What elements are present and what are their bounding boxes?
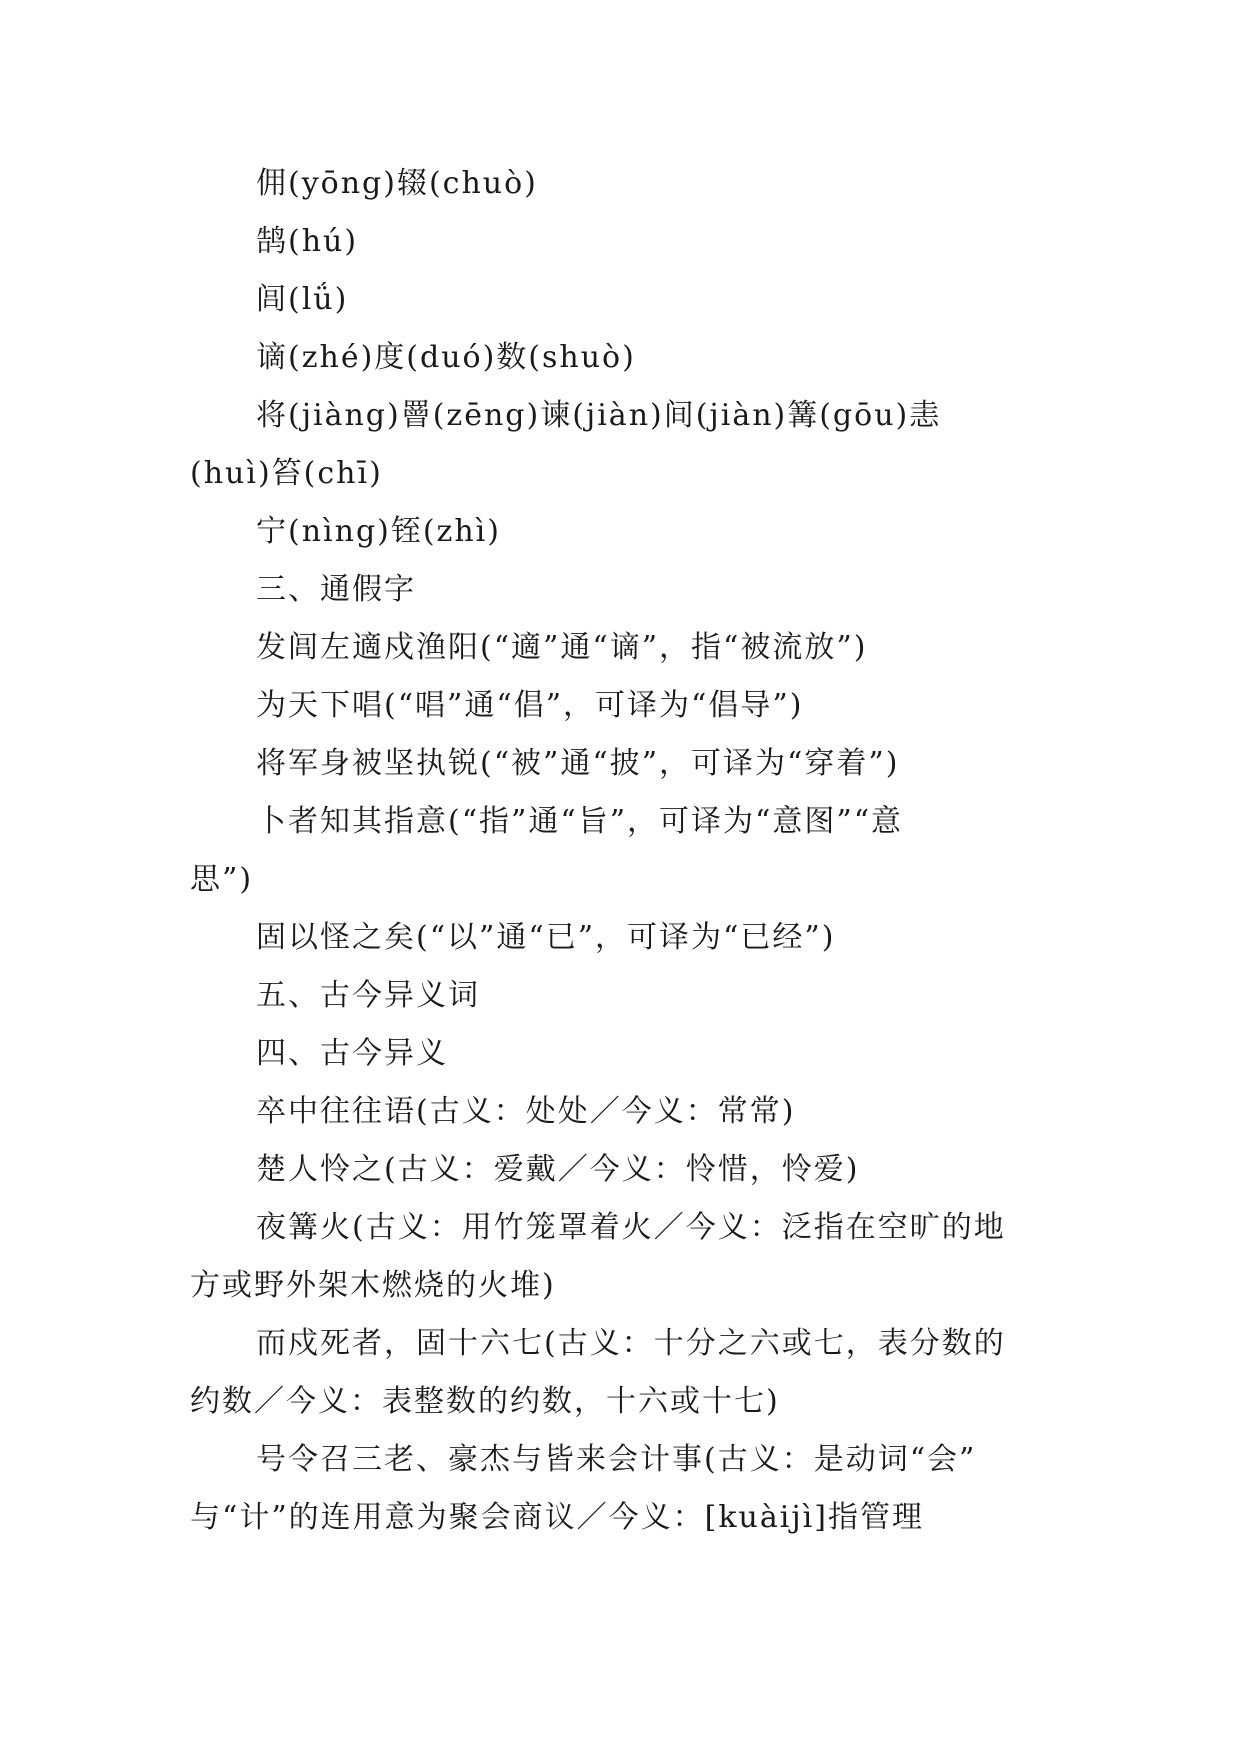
text-line: 而戍死者，固十六七(古义：十分之六或七，表分数的	[256, 1326, 1006, 1361]
text-line: 卒中往往语(古义：处处／今义：常常)	[256, 1094, 796, 1129]
text-line: 与“计”的连用意为聚会商议／今义：[kuàijì]指管理	[190, 1500, 924, 1535]
text-line: 五、古今异义词	[256, 978, 480, 1013]
text-line: 卜者知其指意(“指”通“旨”，可译为“意图”“意	[256, 804, 904, 839]
text-line: 将军身被坚执锐(“被”通“披”，可译为“穿着”)	[256, 746, 900, 781]
text-line: 谪(zhé)度(duó)数(shuò)	[256, 340, 636, 375]
text-line: 四、古今异义	[256, 1036, 448, 1071]
text-line: 楚人怜之(古义：爱戴／今义：怜惜，怜爱)	[256, 1152, 860, 1187]
text-line: 宁(nìng)铚(zhì)	[256, 514, 501, 549]
text-line: 思”)	[190, 862, 254, 897]
text-line: 闾(lǘ)	[256, 282, 349, 317]
text-line: 号令召三老、豪杰与皆来会计事(古义：是动词“会”	[256, 1442, 977, 1477]
text-line: 将(jiàng)罾(zēng)谏(jiàn)间(jiàn)篝(gōu)恚	[256, 398, 942, 433]
text-line: 佣(yōng)辍(chuò)	[256, 166, 538, 201]
text-line: 约数／今义：表整数的约数，十六或十七)	[190, 1384, 780, 1419]
text-line: 夜篝火(古义：用竹笼罩着火／今义：泛指在空旷的地	[256, 1210, 1006, 1245]
text-line: (huì)笞(chī)	[190, 456, 383, 491]
text-line: 鹄(hú)	[256, 224, 359, 259]
document-body	[190, 155, 1050, 1547]
text-line: 发闾左適戍渔阳(“適”通“谪”，指“被流放”)	[256, 630, 868, 665]
text-line: 三、通假字	[256, 572, 416, 607]
text-line: 方或野外架木燃烧的火堆)	[190, 1268, 556, 1303]
text-line: 固以怪之矣(“以”通“已”，可译为“已经”)	[256, 920, 836, 955]
text-line: 为天下唱(“唱”通“倡”，可译为“倡导”)	[256, 688, 804, 723]
